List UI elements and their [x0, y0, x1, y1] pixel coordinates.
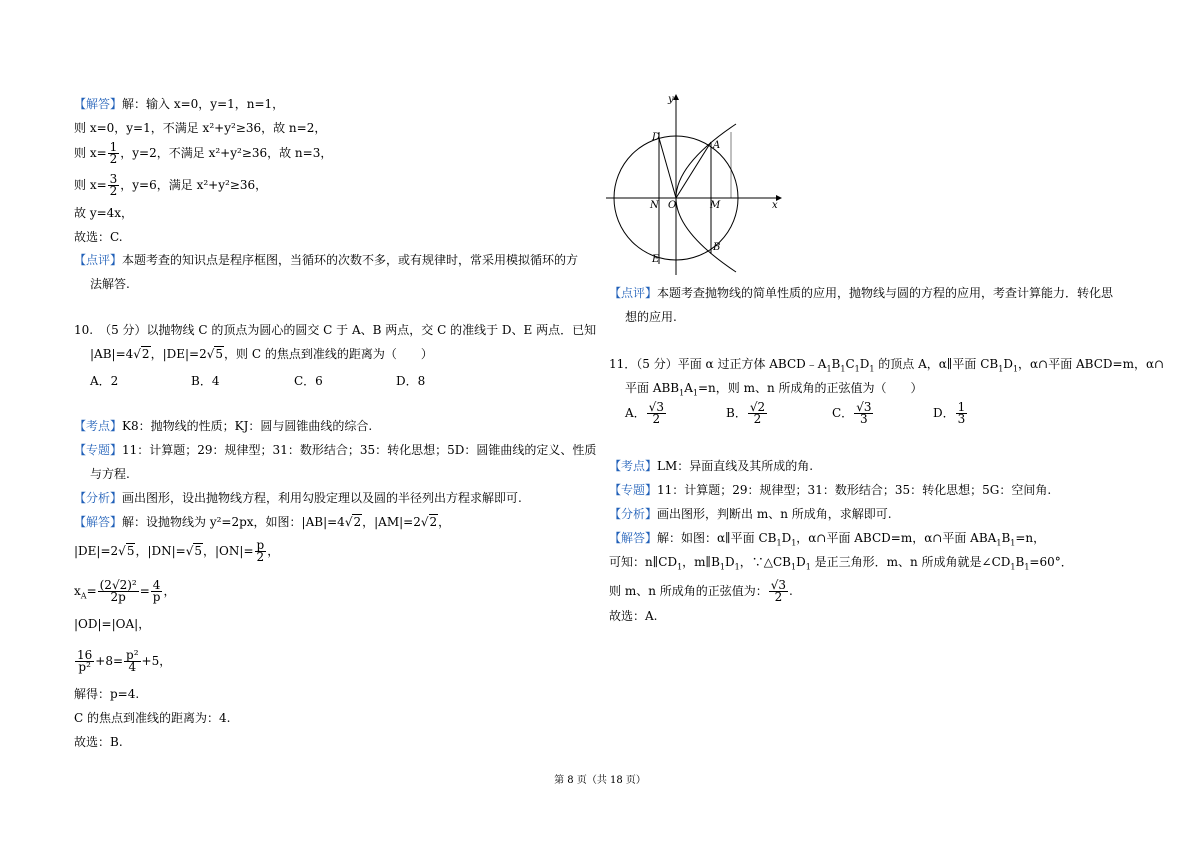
- q10-solution-line6: 解得：p=4.: [74, 687, 140, 701]
- label-d: D: [652, 132, 661, 143]
- jieda-tag: 【解答】: [74, 97, 123, 111]
- q11-fenxi: 【分析】画出图形，判断出 m、n 所成角，求解即可.: [609, 507, 892, 521]
- parabola-circle-figure: [606, 92, 796, 277]
- q10-solution-line1: 【解答】解：设抛物线为 y²=2px，如图：|AB|=4√2，|AM|=2√2，: [74, 515, 451, 529]
- q10-zhuanti-cont: 与方程.: [90, 467, 130, 481]
- q10-solution-line2: |DE|=2√5，|DN|=√5，|ON|= $\frac{p}{2}$ ，: [74, 538, 280, 564]
- q11-kaodian: 【考点】LM：异面直线及其所成的角.: [609, 459, 814, 473]
- q10-fenxi: 【分析】画出图形，设出抛物线方程，利用勾股定理以及圆的半径列出方程求解即可.: [74, 491, 522, 505]
- q10-solution-line8: 故选：B.: [74, 735, 123, 749]
- label-o: O: [668, 200, 677, 211]
- q10-solution-line5: $\frac{16}{\text{p²}}$ +8= $\frac{\text{p²}}{4}$ +5，: [77, 648, 172, 674]
- label-e: E: [652, 254, 660, 265]
- q11-solution-line4: 故选：A.: [609, 609, 658, 623]
- segment-od: [659, 138, 676, 198]
- q10-zhuanti: 【专题】11：计算题；29：规律型；31：数形结合；35：转化思想；5D：圆锥曲线的定义、性质: [74, 443, 597, 457]
- q11-option-d: D． $\frac{1}{3}$: [933, 400, 966, 426]
- q10-comment-cont: 想的应用.: [625, 310, 677, 324]
- label-m: M: [710, 200, 721, 211]
- q10-option-d: D．8: [396, 374, 426, 388]
- segment-oa: [676, 142, 711, 198]
- q10-comment: 【点评】本题考查抛物线的简单性质的应用，抛物线与圆的方程的应用，考查计算能力．转化思: [609, 286, 1114, 300]
- q9-solution-line3: 则 x= $\frac{1}{2}$ ，y=2，不满足 x²+y²≥36，故 n=3，: [74, 140, 333, 166]
- q11-option-b: B． $\frac{√2}{2}$: [726, 400, 766, 426]
- q9-solution-line1: 【解答】解：输入 x=0，y=1，n=1，: [74, 97, 285, 111]
- q11-solution-line3: 则 m、n 所成角的正弦值为： $\frac{√3}{2}$ .: [609, 578, 793, 604]
- page-footer: 第 8 页（共 18 页）: [554, 775, 646, 786]
- q9-comment-cont: 法解答.: [90, 277, 130, 291]
- q11-option-a: A． $\frac{√3}{2}$: [625, 400, 664, 426]
- label-x: x: [772, 200, 778, 211]
- q11-solution-line2: 可知：$n\parallel CD_1$，$m\parallel B_1D_1$，$\because\triangle CB_1D_1$ 是正三角形．m、n 所成角就是$\angle CD_1B_1=60^\circ$．: [609, 555, 1073, 572]
- q9-solution-line4: 则 x= $\frac{3}{2}$ ，y=6，满足 x²+y²≥36，: [74, 172, 268, 198]
- q10-kaodian: 【考点】K8：抛物线的性质；KJ：圆与圆锥曲线的综合.: [74, 419, 373, 433]
- q11-option-c: C． $\frac{√3}{3}$: [832, 400, 872, 426]
- q10-option-a: A．2: [90, 374, 119, 388]
- label-y: y: [668, 94, 674, 105]
- label-a: A: [713, 140, 721, 151]
- q9-solution-line5: 故 y=4x，: [74, 206, 134, 220]
- q11-zhuanti: 【专题】11：计算题；29：规律型；31：数形结合；35：转化思想；5G：空间角.: [609, 483, 1052, 497]
- q10-option-c: C．6: [294, 374, 323, 388]
- q9-comment: 【点评】本题考查的知识点是程序框图，当循环的次数不多，或有规律时，常采用模拟循环的方: [74, 253, 579, 267]
- q9-solution-line2: 则 x=0，y=1，不满足 x²+y²≥36，故 n=2，: [74, 121, 327, 135]
- q10-solution-line4: |OD|=|OA|，: [74, 617, 151, 631]
- q11-stem-line2: 平面 $ABB_1A_1=n$，则 m、n 所成角的正弦值为（ ）: [625, 381, 923, 398]
- q10-solution-line3: $x_A=$ $\frac{\text{(2√2)²}}{2p}$ = $\frac{4}{p}$ ，: [74, 578, 176, 604]
- q11-stem-line1: 11．（5 分）平面 α 过正方体 $ABCD﹣A_1B_1C_1D_1$ 的顶点 A，α∥平面 $CB_1D_1$，α∩平面 ABCD=m，α∩: [609, 357, 1165, 374]
- q10-solution-line7: C 的焦点到准线的距离为：4.: [74, 711, 231, 725]
- y-axis-arrow: [673, 94, 679, 100]
- q10-stem-line1: 10. （5 分）以抛物线 C 的顶点为圆心的圆交 C 于 A、B 两点，交 C 的准线于 D、E 两点．已知: [74, 323, 597, 337]
- label-n: N: [650, 200, 659, 211]
- q9-solution-line6: 故选：C.: [74, 230, 123, 244]
- q10-option-b: B．4: [191, 374, 220, 388]
- label-b: B: [713, 242, 721, 253]
- q10-stem-line2: |AB|=4√2，|DE|=2√5，则 C 的焦点到准线的距离为（ ）: [90, 347, 433, 361]
- q11-solution-line1: 【解答】解：如图：α∥平面 $CB_1D_1$，α∩平面 ABCD=m，α∩平面 $ABA_1B_1=n$，: [609, 531, 1046, 548]
